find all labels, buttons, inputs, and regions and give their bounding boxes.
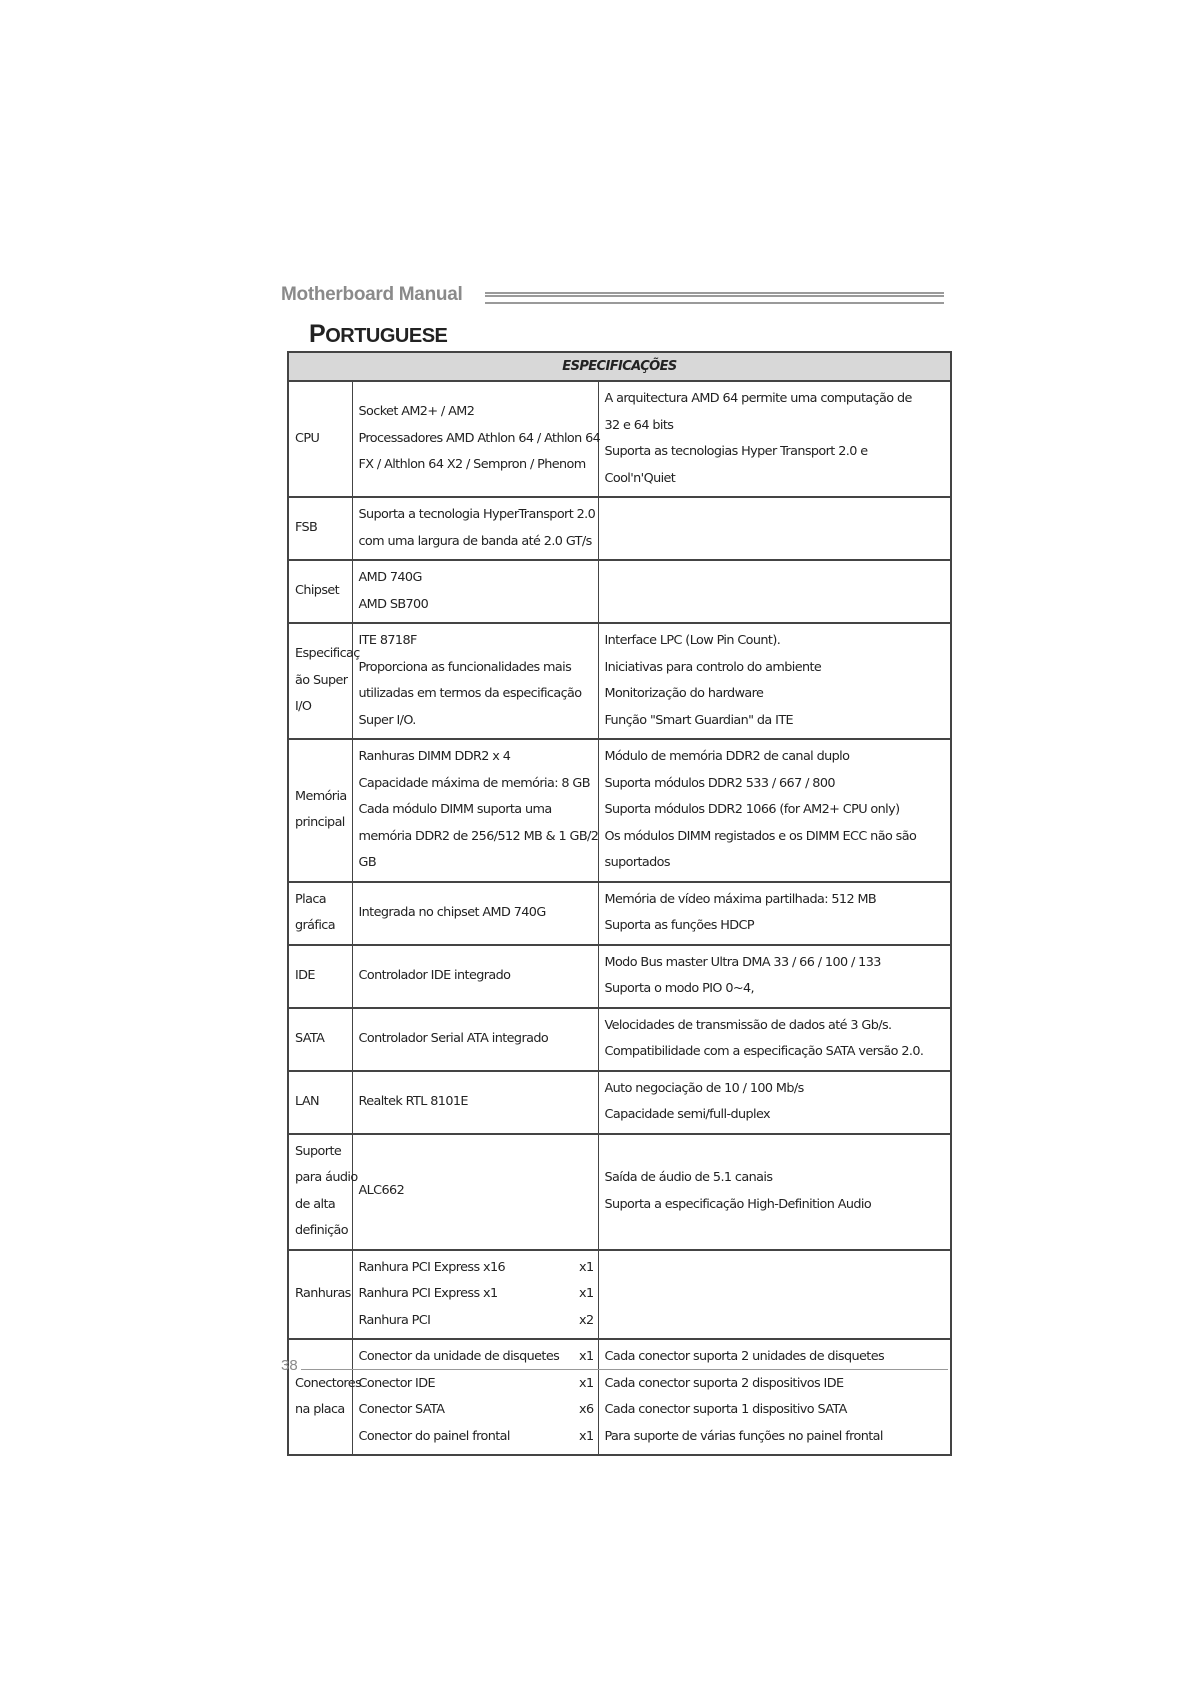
cell-line: ALC662	[358, 1183, 405, 1199]
cell-line: FSB	[295, 520, 318, 536]
cell-line: para áudio	[295, 1170, 358, 1185]
table-row	[288, 882, 951, 945]
cell-line: Cada conector suporta 1 dispositivo SATA	[604, 1402, 847, 1417]
cell-line: ão Super	[295, 672, 348, 688]
spec-detail-cell	[352, 381, 601, 497]
table-row	[288, 497, 951, 560]
cell-line: Suporta as funções HDCP	[604, 918, 754, 933]
table-row	[288, 1134, 951, 1250]
item-quantity: x1	[578, 1259, 594, 1275]
spec-notes-cell	[598, 1071, 951, 1134]
cell-line: Suporta módulos DDR2 533 / 667 / 800	[604, 775, 835, 791]
spec-notes-cell	[598, 945, 951, 1008]
cell-line: Capacidade semi/full-duplex	[604, 1107, 771, 1122]
table-row	[288, 1250, 951, 1340]
cell-line: Velocidades de transmissão de dados até 3 Gb/s.	[604, 1017, 892, 1033]
spec-label-cell	[288, 945, 352, 1008]
cell-line: A arquitectura AMD 64 permite uma computação de	[604, 391, 912, 406]
table-row	[288, 560, 951, 623]
cell-line: Placa	[295, 891, 326, 907]
spec-detail-cell	[352, 560, 598, 623]
item-quantity: x6	[578, 1402, 594, 1417]
cell-line: Saída de áudio de 5.1 canais	[604, 1170, 773, 1185]
spec-notes-cell	[598, 623, 951, 739]
item-quantity-row	[359, 1397, 594, 1424]
spec-label-cell	[288, 623, 360, 739]
item-quantity-row	[359, 1255, 594, 1282]
cell-line: Controlador IDE integrado	[358, 967, 511, 983]
cell-line: Controlador Serial ATA integrado	[358, 1030, 549, 1046]
cell-line: Capacidade máxima de memória: 8 GB	[358, 775, 590, 791]
cell-line: principal	[295, 815, 345, 831]
cell-line: Suporta a especificação High-Definition Audio	[604, 1196, 872, 1212]
cell-line: Suporta o modo PIO 0~4,	[604, 981, 754, 996]
spec-label-cell	[288, 1250, 352, 1340]
cell-line: de alta	[295, 1196, 336, 1212]
table-caption: ESPECIFICAÇÕES	[288, 352, 951, 381]
cell-line: Memória	[295, 788, 347, 804]
language-heading	[309, 320, 447, 349]
item-name: Conector IDE	[358, 1375, 435, 1391]
table-row	[288, 623, 951, 739]
cell-line: Ranhuras DIMM DDR2 x 4	[358, 749, 511, 764]
cell-line: CPU	[295, 430, 320, 446]
cell-line: Auto negociação de 10 / 100 Mb/s	[604, 1080, 804, 1096]
cell-line: Cada conector suporta 2 dispositivos IDE	[604, 1375, 844, 1391]
cell-line: IDE	[295, 967, 315, 983]
table-row	[288, 1071, 951, 1134]
cell-line: Ranhuras	[295, 1286, 351, 1301]
spec-label-cell	[288, 381, 352, 497]
cell-line: na placa	[295, 1402, 345, 1417]
table-row	[288, 739, 951, 882]
spec-notes-cell	[598, 1250, 951, 1340]
cell-line: Cool'n'Quiet	[604, 470, 676, 486]
cell-line: suportados	[604, 855, 670, 870]
cell-line: Suporte	[295, 1143, 342, 1159]
cell-line: Cada conector suporta 2 unidades de disquetes	[604, 1349, 885, 1364]
spec-detail-cell	[352, 1008, 598, 1071]
item-quantity-row	[359, 1281, 594, 1308]
cell-line: Suporta módulos DDR2 1066 (for AM2+ CPU only)	[604, 802, 900, 817]
spec-detail-cell	[352, 882, 598, 945]
cell-line: AMD 740G	[358, 570, 422, 585]
cell-line: Suporta as tecnologias Hyper Transport 2.0 e	[604, 444, 868, 459]
cell-line: Realtek RTL 8101E	[358, 1093, 468, 1109]
cell-line: Função "Smart Guardian" da ITE	[604, 712, 794, 728]
spec-notes-cell	[598, 882, 951, 945]
table-body	[288, 381, 951, 1455]
table-row	[288, 381, 951, 497]
cell-line: SATA	[295, 1030, 325, 1046]
cell-line: utilizadas em termos da especificação	[358, 686, 582, 701]
item-name: Conector da unidade de disquetes	[358, 1349, 560, 1364]
spec-detail-cell	[352, 497, 598, 560]
specifications-table	[287, 351, 952, 1456]
item-name: Conector do painel frontal	[358, 1428, 510, 1444]
table-row	[288, 1008, 951, 1071]
spec-detail-cell	[352, 1134, 598, 1250]
cell-line: I/O	[295, 699, 312, 715]
spec-label-cell	[288, 1071, 352, 1134]
spec-detail-cell	[352, 1250, 598, 1340]
page-number: 38	[281, 1357, 298, 1374]
spec-detail-cell	[352, 945, 598, 1008]
item-name: Ranhura PCI	[358, 1312, 431, 1328]
item-name: Ranhura PCI Express x16	[358, 1259, 506, 1275]
spec-label-cell	[288, 1008, 352, 1071]
spec-notes-cell	[598, 497, 951, 560]
cell-line: Iniciativas para controlo do ambiente	[604, 659, 822, 675]
table-row	[288, 945, 951, 1008]
cell-line: 32 e 64 bits	[604, 417, 674, 433]
cell-line: Integrada no chipset AMD 740G	[358, 904, 546, 920]
item-quantity: x1	[578, 1428, 594, 1444]
language-rest: ORTUGUESE	[325, 325, 448, 347]
spec-label-cell	[288, 739, 352, 882]
cell-line: Memória de vídeo máxima partilhada: 512 MB	[604, 891, 877, 907]
cell-line: ITE 8718F	[358, 633, 417, 648]
cell-line: Módulo de memória DDR2 de canal duplo	[604, 749, 850, 764]
header-rule	[485, 292, 944, 304]
cell-line: Compatibilidade com a especificação SATA versão 2.0.	[604, 1044, 924, 1059]
item-name: Conector SATA	[358, 1402, 445, 1417]
item-quantity-row	[359, 1308, 594, 1335]
item-quantity: x1	[578, 1349, 594, 1364]
cell-line: Modo Bus master Ultra DMA 33 / 66 / 100 / 133	[604, 954, 881, 970]
spec-detail-cell	[352, 1071, 598, 1134]
item-quantity: x1	[578, 1286, 594, 1301]
spec-label-cell	[288, 497, 352, 560]
cell-line: Processadores AMD Athlon 64 / Athlon 64	[358, 430, 601, 446]
page-header	[281, 284, 944, 310]
cell-line: Suporta a tecnologia HyperTransport 2.0	[358, 507, 596, 522]
spec-notes-cell	[598, 739, 951, 882]
spec-notes-cell	[598, 1134, 951, 1250]
item-quantity: x1	[578, 1375, 594, 1391]
spec-notes-cell	[598, 1008, 951, 1071]
item-quantity-row	[359, 1424, 594, 1451]
cell-line: AMD SB700	[358, 596, 429, 612]
cell-line: FX / Althlon 64 X2 / Sempron / Phenom	[358, 457, 586, 473]
manual-title: Motherboard Manual	[281, 284, 463, 305]
spec-notes-cell	[598, 560, 951, 623]
page-footer	[281, 1357, 948, 1377]
cell-line: Interface LPC (Low Pin Count).	[604, 633, 781, 648]
spec-notes-cell	[598, 381, 951, 497]
cell-line: Especificaç	[295, 646, 360, 662]
cell-line: Conectores	[295, 1375, 362, 1391]
item-name: Ranhura PCI Express x1	[358, 1286, 498, 1301]
cell-line: GB	[358, 855, 376, 870]
cell-line: Os módulos DIMM registados e os DIMM ECC não são	[604, 828, 917, 844]
spec-label-cell	[288, 1134, 358, 1250]
spec-detail-cell	[352, 739, 598, 882]
cell-line: Chipset	[295, 583, 340, 599]
cell-line: com uma largura de banda até 2.0 GT/s	[358, 533, 592, 549]
cell-line: Super I/O.	[358, 712, 416, 728]
footer-rule	[301, 1369, 948, 1370]
item-quantity: x2	[578, 1312, 594, 1328]
spec-label-cell	[288, 560, 352, 623]
language-initial: P	[309, 320, 326, 348]
spec-label-cell	[288, 882, 352, 945]
cell-line: definição	[295, 1223, 349, 1238]
cell-line: Proporciona as funcionalidades mais	[358, 659, 572, 675]
cell-line: memória DDR2 de 256/512 MB & 1 GB/2	[358, 828, 599, 844]
spec-detail-cell	[352, 623, 598, 739]
cell-line: Monitorização do hardware	[604, 686, 764, 701]
cell-line: Para suporte de várias funções no painel frontal	[604, 1428, 883, 1444]
cell-line: gráfica	[295, 918, 335, 933]
cell-line: LAN	[295, 1093, 319, 1109]
cell-line: Socket AM2+ / AM2	[358, 404, 475, 420]
cell-line: Cada módulo DIMM suporta uma	[358, 802, 552, 817]
